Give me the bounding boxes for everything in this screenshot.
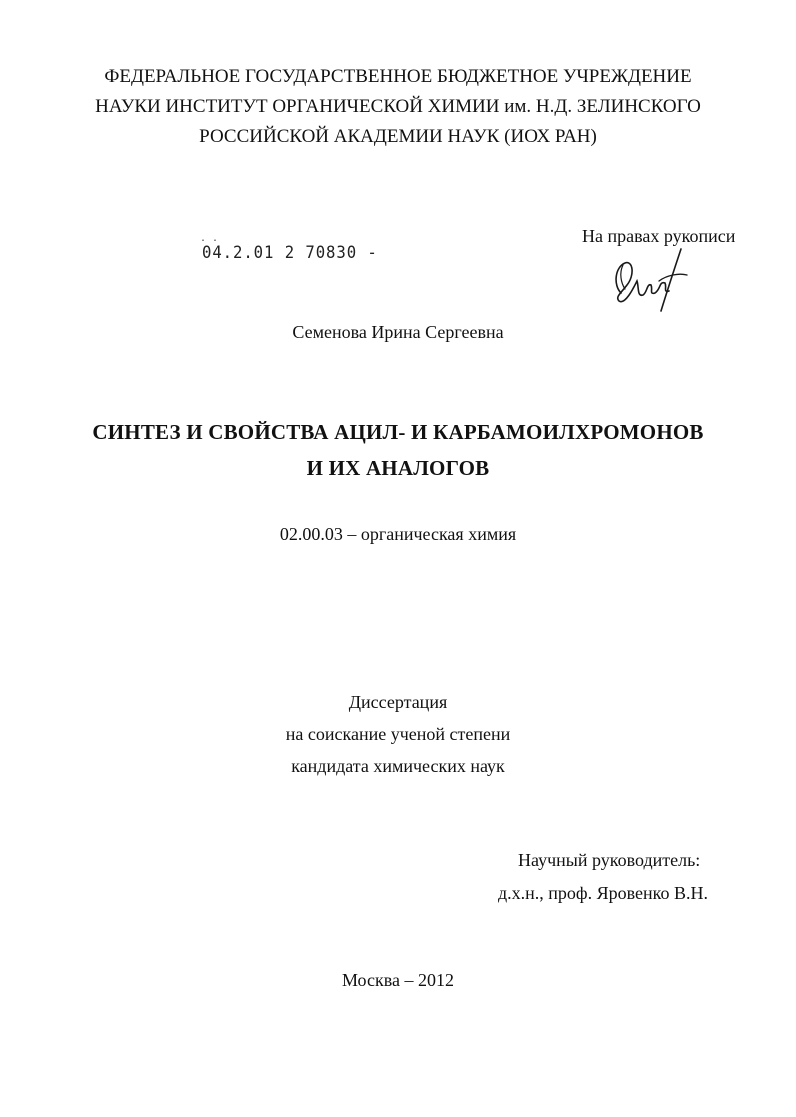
registration-number: 04.2.01 2 70830 -	[202, 243, 378, 263]
dissertation-type-block	[0, 686, 796, 782]
dissertation-title	[0, 414, 796, 486]
city-year: Москва – 2012	[342, 970, 454, 990]
supervisor-name: д.х.н., проф. Яровенко В.Н.	[498, 883, 708, 903]
institution-line-3: РОССИЙСКОЙ АКАДЕМИИ НАУК (ИОХ РАН)	[199, 126, 597, 147]
supervisor-block	[498, 844, 738, 910]
registration-stamp-dots: . .	[200, 233, 219, 244]
supervisor-label: Научный руководитель:	[518, 850, 701, 870]
dissertation-line-2: на соискание ученой степени	[285, 724, 511, 744]
author-name: Семенова Ирина Сергеевна	[292, 322, 504, 342]
title-line-2: И ИХ АНАЛОГОВ	[306, 456, 490, 480]
institution-block	[0, 62, 796, 152]
dissertation-line-1: Диссертация	[348, 692, 448, 712]
signature-icon	[603, 245, 693, 315]
manuscript-rights: На правах рукописи	[582, 226, 736, 246]
dissertation-line-3: кандидата химических наук	[291, 756, 505, 776]
institution-line-1: ФЕДЕРАЛЬНОЕ ГОСУДАРСТВЕННОЕ БЮДЖЕТНОЕ УЧРЕЖДЕНИЕ	[104, 66, 692, 87]
specialty: 02.00.03 – органическая химия	[279, 524, 517, 544]
title-line-1: СИНТЕЗ И СВОЙСТВА АЦИЛ- И КАРБАМОИЛХРОМОНОВ	[92, 420, 704, 444]
institution-line-2: НАУКИ ИНСТИТУТ ОРГАНИЧЕСКОЙ ХИМИИ им. Н.Д. ЗЕЛИНСКОГО	[95, 96, 701, 117]
